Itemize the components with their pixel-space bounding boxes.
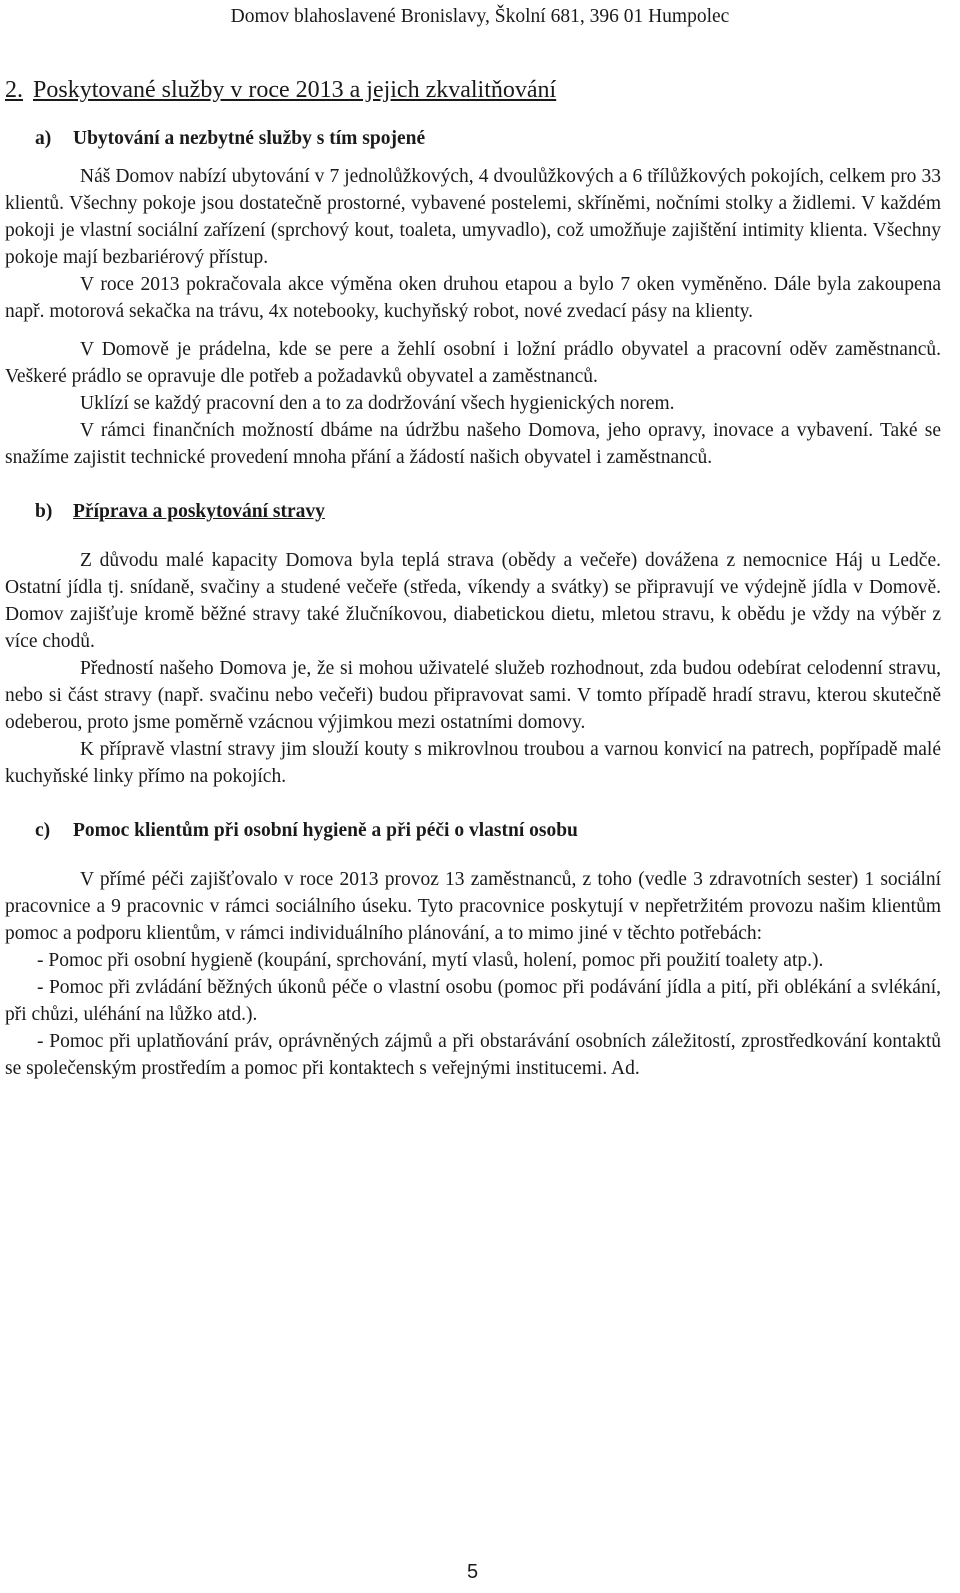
subsection-heading-c [5, 818, 941, 844]
list-item: - Pomoc při zvládání běžných úkonů péče o vlastní osobu (pomoc při podávání jídla a pití, při oblékání a svlékání, při chůzi, uléhání na lůžko atd.). [5, 977, 941, 1025]
page-header: Domov blahoslavené Bronislavy, Školní 681, 396 01 Humpolec [230, 6, 730, 27]
paragraph: V rámci finančních možností dbáme na údržbu našeho Domova, jeho opravy, inovace a vybavení. Také se snažíme zajistit technické provedení mnoha přání a žádostí našich obyvatel i zaměstnanců. [5, 420, 941, 468]
subsection-letter: a) [35, 128, 52, 149]
section-number: 2. [5, 77, 23, 103]
list-item: - Pomoc při uplatňování práv, oprávněných zájmů a při obstarávání osobních záležitostí, zprostředkování kontaktů se společenským prostředím a pomoc při kontaktech s veřejnými institucemi. Ad. [5, 1031, 941, 1079]
list-item: - Pomoc při osobní hygieně (koupání, sprchování, mytí vlasů, holení, pomoc při použití toalety atp.). [37, 950, 824, 971]
subsection-letter: c) [35, 820, 51, 841]
subsection-letter: b) [35, 501, 53, 522]
subsection-title: Ubytování a nezbytné služby s tím spojené [73, 128, 426, 149]
paragraph: V Domově je prádelna, kde se pere a žehlí osobní i ložní prádlo obyvatel a pracovní oděv zaměstnanců. Veškeré prádlo se opravuje dle potřeb a požadavků obyvatel a zaměstnanců. [5, 339, 941, 387]
subsection-heading-b [5, 499, 941, 525]
paragraph: Předností našeho Domova je, že si mohou uživatelé služeb rozhodnout, zda budou odebírat celodenní stravu, nebo si část stravy (např. svačinu nebo večeři) budou připravovat sami. V tomto případě hradí stravu, kterou skutečně odeberou, proto jsme poměrně vzácnou výjimkou mezi ostatními domovy. [5, 658, 941, 733]
paragraph: V přímé péči zajišťovalo v roce 2013 provoz 13 zaměstnanců, z toho (vedle 3 zdravotních sester) 1 sociální pracovnice a 9 pracovnic v rámci sociálního úseku. Tyto pracovnice poskytují v nepřetržitém provozu našim klientům pomoc a podporu klientům, v rámci individuálního plánování, a to mimo jiné v těchto potřebách: [5, 869, 941, 944]
paragraph: V roce 2013 pokračovala akce výměna oken druhou etapou a bylo 7 oken vyměněno. Dále byla zakoupena např. motorová sekačka na trávu, 4x notebooky, kuchyňský robot, nové zvedací pásy na klienty. [5, 274, 941, 322]
paragraph: Náš Domov nabízí ubytování v 7 jednolůžkových, 4 dvoulůžkových a 6 třílůžkových pokojích, celkem pro 33 klientů. Všechny pokoje jsou dostatečně prostorné, vybavené postelemi, skříněmi, nočními stolky a židlemi. V každém pokoji je vlastní sociální zařízení (sprchový kout, toaleta, umyvadlo), což umožňuje zajištění intimity klienta. Všechny pokoje mají bezbariérový přístup. [5, 166, 941, 268]
page-number: 5 [466, 1561, 479, 1583]
subsection-title: Pomoc klientům při osobní hygieně a při péči o vlastní osobu [73, 820, 578, 841]
subsection-heading-a [5, 126, 941, 152]
document-body [5, 74, 941, 1082]
paragraph: K přípravě vlastní stravy jim slouží kouty s mikrovlnou troubou a varnou konvicí na patrech, popřípadě malé kuchyňské linky přímo na pokojích. [5, 739, 941, 787]
section-title: Poskytované služby v roce 2013 a jejich zkvalitňování [33, 77, 557, 103]
subsection-title: Příprava a poskytování stravy [73, 501, 325, 522]
paragraph: Z důvodu malé kapacity Domova byla teplá strava (obědy a večeře) dovážena z nemocnice Háj u Ledče. Ostatní jídla tj. snídaně, svačiny a studené večeře (středa, víkendy a svátky) se připravují ve výdejně jídla v Domově. Domov zajišťuje kromě běžné stravy také žlučníkovou, diabetickou dietu, mletou stravu, k obědu je vždy na výběr z více chodů. [5, 550, 941, 652]
section-heading [5, 74, 941, 106]
paragraph: Uklízí se každý pracovní den a to za dodržování všech hygienických norem. [80, 393, 675, 414]
